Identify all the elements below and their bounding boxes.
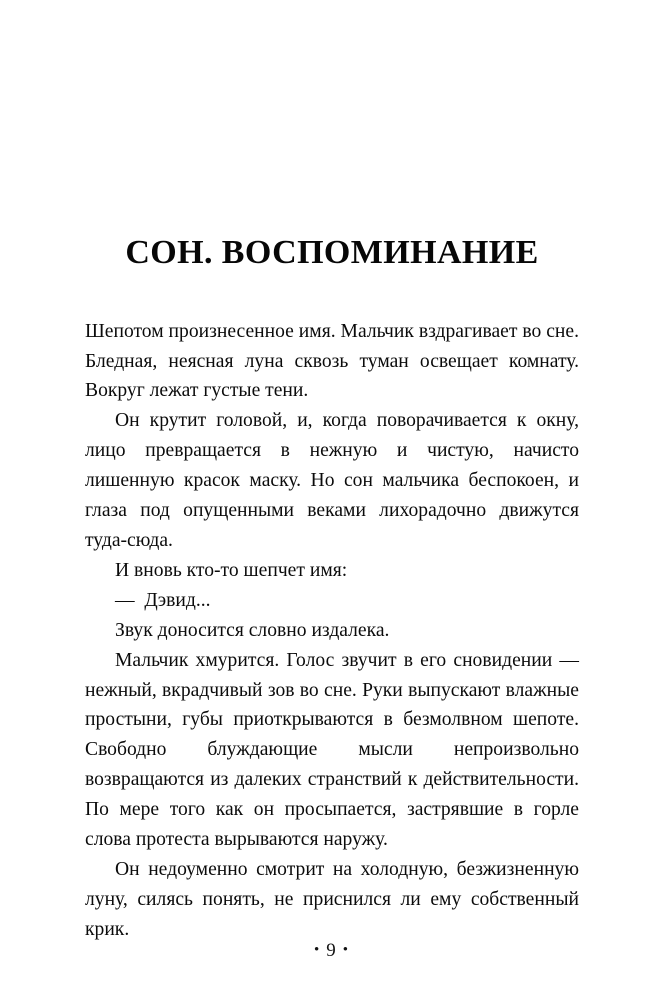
paragraph: Мальчик хмурится. Голос звучит в его сновидении — нежный, вкрадчивый зов во сне. Руки выпускают влажные простыни, губы приоткрываются в безмолвном шепоте. Свободно блуждающие мысли непроизвольно возвращаются из далеких странствий к действительности. По мере того как он просыпается, застрявшие в горле слова протеста вырываются наружу. [85, 649, 579, 851]
paragraph: Он крутит головой, и, когда поворачивается к окну, лицо превращается в нежную и чистую, начисто лишенную красок маску. Но сон мальчика беспокоен, и глаза под опущенными веками лихорадочно движутся туда-сюда. [85, 410, 579, 552]
em-dash: — [115, 589, 135, 611]
paragraph: И вновь кто-то шепчет имя: [115, 559, 348, 581]
paragraph: Шепотом произнесенное имя. Мальчик вздрагивает во сне. Бледная, неясная луна сквозь туман освещает комнату. Вокруг лежат густые тени. [85, 320, 579, 402]
dialogue-line [85, 586, 579, 616]
text-block [85, 236, 579, 945]
page-number: 9 [326, 939, 337, 961]
page-folio [0, 938, 663, 963]
paragraph: Он недоуменно смотрит на холодную, безжизненную луну, силясь понять, не приснился ли ему собственный крик. [85, 858, 579, 940]
body-copy [85, 317, 579, 945]
paragraph: Звук доносится словно издалека. [115, 619, 390, 641]
dialogue-text: Дэвид... [144, 589, 211, 611]
folio-bullet-right: • [342, 942, 350, 958]
folio-bullet-left: • [313, 942, 321, 958]
chapter-title: СОН. ВОСПОМИНАНИЕ [125, 234, 539, 271]
